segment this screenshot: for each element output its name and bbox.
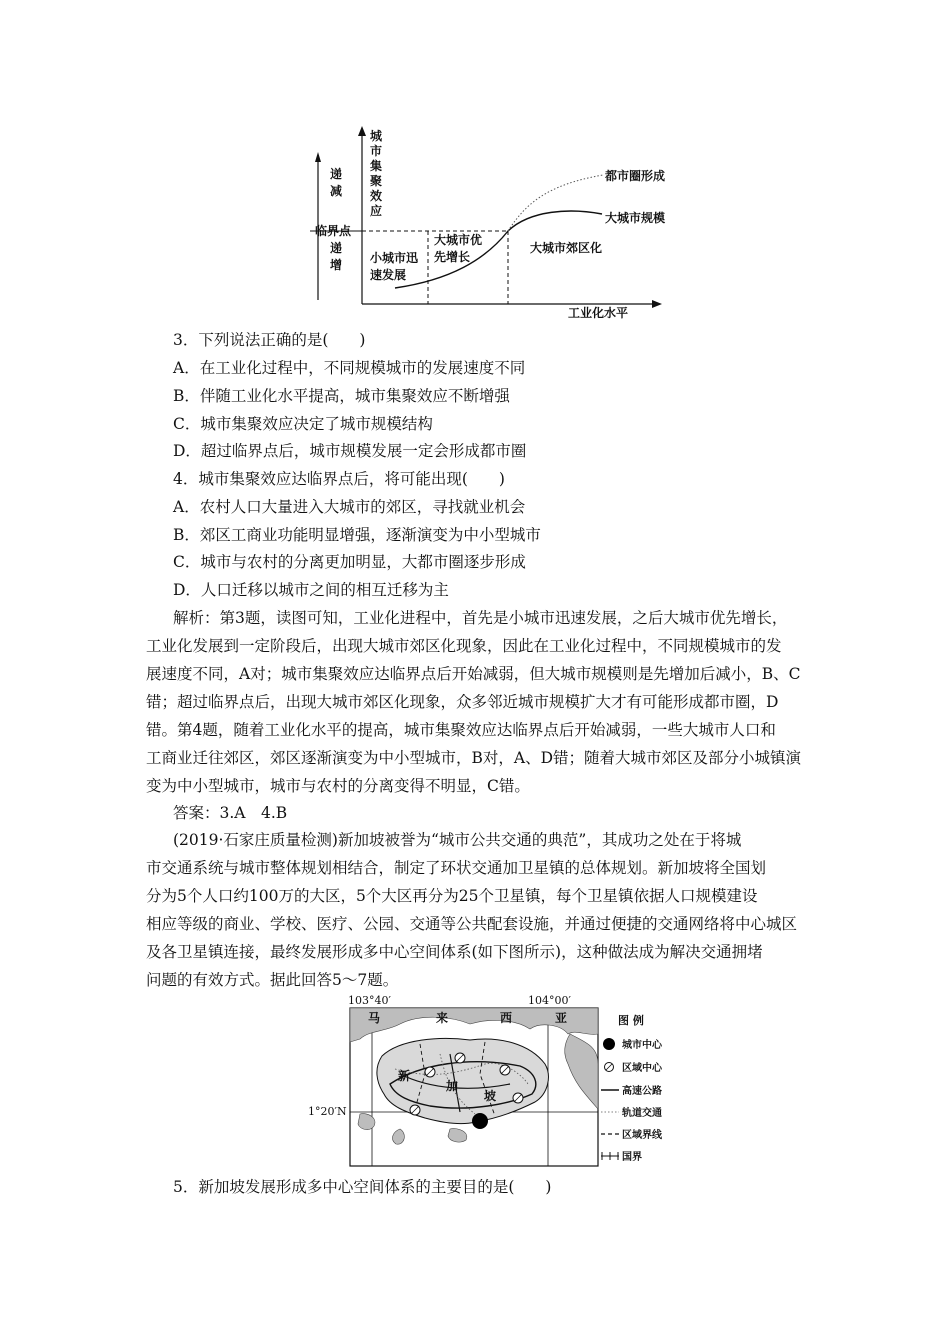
lon-label-1: 103°40′ [348,994,391,1007]
legend-item: 轨道交通 [622,1108,662,1119]
region-center-icon [425,1067,435,1077]
curve-lower-label: 大城市规模 [605,211,666,225]
label-critical-point: 临界点 [315,224,352,238]
intro-line: 及各卫星镇连接，最终发展形成多中心空间体系(如下图所示)，这种做法成为解决交通拥堵 [146,943,763,961]
city-center-icon [472,1113,488,1129]
analysis-paragraph [146,604,812,800]
sg-char: 加 [446,1079,459,1093]
legend-city-center-icon [603,1038,615,1050]
country-char: 亚 [555,1011,568,1025]
intro-line: 相应等级的商业、学校、医疗、公园、交通等公共配套设施，并通过便捷的交通网络将中心城区 [146,915,798,933]
zone1-label: 小城市迅速发展 [370,251,419,282]
lon-label-2: 104°00′ [528,994,571,1007]
intro-line: 市交通系统与城市整体规划相结合，制定了环状交通加卫星镇的总体规划。新加坡将全国划 [146,859,767,877]
legend-item: 城市中心 [622,1040,662,1051]
q3-option-a: A．在工业化过程中，不同规模城市的发展速度不同 [173,359,526,377]
q4-option-b: B．郊区工商业功能明显增强，逐渐演变为中小型城市 [173,526,541,544]
legend-item: 区域中心 [622,1063,662,1074]
lat-label: 1°20′N [308,1105,347,1118]
q4-option-d: D．人口迁移以城市之间的相互迁移为主 [173,581,449,599]
intro-line: 分为5个人口约100万的大区，5个大区再分为25个卫星镇，每个卫星镇依据人口规模建设 [146,887,758,905]
q3-option-d: D．超过临界点后，城市规模发展一定会形成都市圈 [173,442,527,460]
legend-item: 区域界线 [622,1130,662,1141]
label-decreasing: 递减 [330,167,343,198]
answer-line: 答案：3.A 4.B [173,804,288,822]
legend-item: 国界 [622,1152,642,1163]
region-center-icon [513,1093,523,1103]
analysis-line: 工商业迁往郊区，郊区逐渐演变为中小型城市，B对，A、D错；随着大城市郊区及部分小城镇演 [146,749,802,767]
analysis-line: 错；超过临界点后，出现大城市郊区化现象，众多邻近城市规模扩大才有可能形成都市圈，D [146,693,779,711]
zone2-label: 大城市优先增长 [434,233,483,264]
intro-line: 问题的有效方式。据此回答5～7题。 [146,971,399,989]
analysis-line: 工业化发展到一定阶段后，出现大城市郊区化现象，因此在工业化过程中，不同规模城市的发 [146,637,782,655]
legend-region-center-icon [605,1063,614,1072]
legend-title: 图 例 [618,1014,644,1027]
intro-paragraph [146,826,812,994]
sg-char: 新 [398,1069,411,1083]
analysis-line: 错。第4题，随着工业化水平的提高，城市集聚效应达临界点后开始减弱，一些大城市人口和 [146,721,776,739]
region-center-icon [500,1065,510,1075]
x-axis-label: 工业化水平 [568,306,629,320]
y-axis-label: 城市集聚效应 [370,129,383,218]
q4-stem: 4．城市集聚效应达临界点后，将可能出现( ) [173,470,505,488]
sg-char: 坡 [484,1089,497,1103]
q5-stem: 5．新加坡发展形成多中心空间体系的主要目的是( ) [173,1178,552,1196]
zone3-label: 大城市郊区化 [530,241,603,255]
country-char: 来 [436,1011,449,1025]
region-center-icon [455,1053,465,1063]
q3-option-c: C．城市集聚效应决定了城市规模结构 [173,415,433,433]
legend-item: 高速公路 [622,1086,662,1097]
q3-stem: 3．下列说法正确的是( ) [173,331,366,349]
q4-option-c: C．城市与农村的分离更加明显，大都市圈逐步形成 [173,553,526,571]
country-char: 马 [368,1011,381,1025]
q3-option-b: B．伴随工业化水平提高，城市集聚效应不断增强 [173,387,510,405]
singapore-map [300,994,670,1174]
curve-upper-label: 都市圈形成 [605,169,666,183]
q4-option-a: A．农村人口大量进入大城市的郊区，寻找就业机会 [173,498,526,516]
urbanization-figure [300,120,680,320]
analysis-line: 展速度不同，A对；城市集聚效应达临界点后开始减弱，但大城市规模则是先增加后减小，B、C [146,665,801,683]
label-increasing: 递增 [330,241,343,272]
intro-line: (2019·石家庄质量检测)新加坡被誉为“城市公共交通的典范”，其成功之处在于将城 [173,831,742,849]
legend-national-border-icon [601,1152,619,1160]
analysis-line: 解析：第3题，读图可知，工业化进程中，首先是小城市迅速发展，之后大城市优先增长， [173,609,788,627]
region-center-icon [410,1105,420,1115]
analysis-line: 变为中小型城市，城市与农村的分离变得不明显，C错。 [146,777,530,795]
country-char: 西 [500,1011,513,1025]
